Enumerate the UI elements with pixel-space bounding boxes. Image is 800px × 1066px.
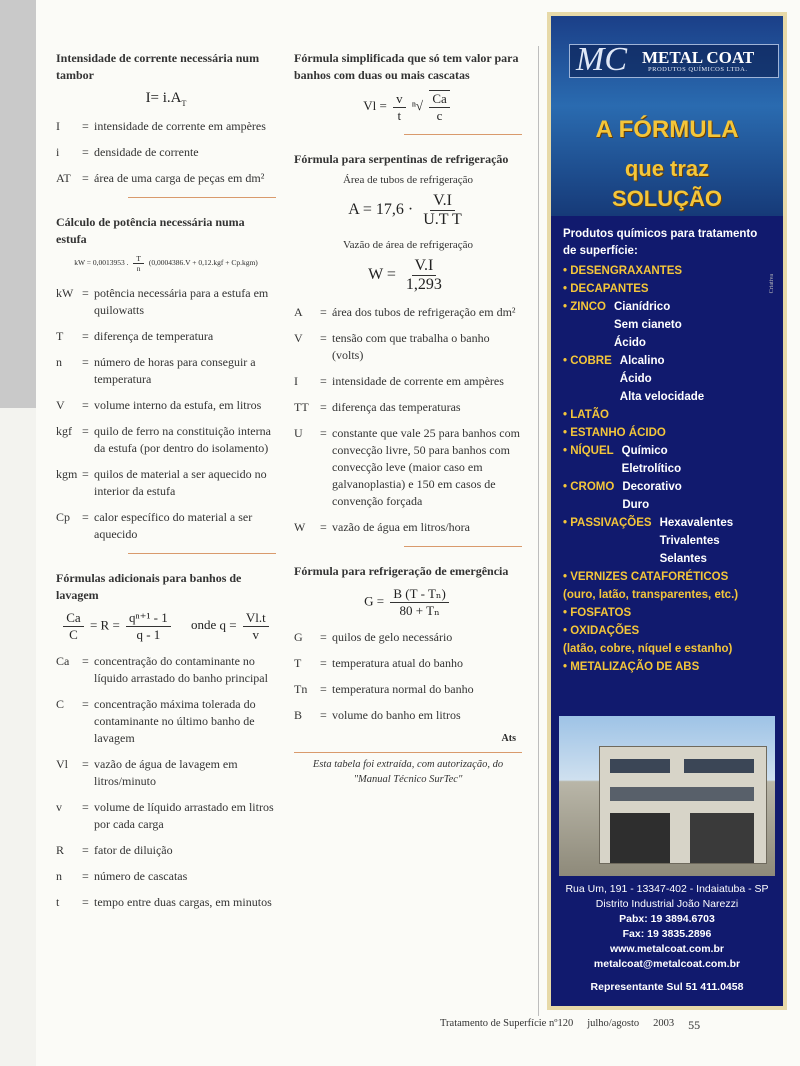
formula-area-tubos: A = 17,6 · $\frac{V.I}{\text{U.T T}}$ (348, 192, 462, 228)
ad-pabx: Pabx: 19 3894.6703 (619, 913, 715, 925)
definition-row: B = volume do banho em litros (294, 708, 461, 722)
section-title-serpentinas: Fórmula para serpentinas de refrigeração (294, 152, 509, 166)
definition-row: U = constante que vale 25 para banhos com convecção livre, 50 para banhos com convecção leve (maior caso em galvanoplastia) e 150 em casos de convenção forçada (294, 426, 520, 508)
formula-emergencia: G = $\frac{\text{B (T - Tₙ)}}{\text{80 + Tₙ}}$ (294, 586, 522, 619)
ad-product-item (563, 478, 771, 514)
definition-row: n = número de cascatas (56, 869, 188, 883)
ad-product-variant: Químico (621, 445, 668, 457)
issue-year: 2003 (653, 1018, 675, 1029)
definition-row: Ca = concentração do contaminante no líquido arrastado do banho principal (56, 654, 268, 685)
definition-row: V = volume interno da estufa, em litros (56, 398, 262, 412)
page-edge-bottom (0, 408, 36, 1066)
ad-product-label: (ouro, latão, transparentes, etc.) (563, 589, 739, 601)
definition-row: T = temperatura atual do banho (294, 656, 463, 670)
ad-product-item (563, 298, 771, 352)
definition-row: W = vazão de água em litros/hora (294, 520, 470, 534)
definition-row: Vl = vazão de água de lavagem em litros/minuto (56, 757, 238, 788)
ad-product-item (563, 262, 771, 280)
ad-product-label: • DECAPANTES (563, 283, 649, 295)
definition-row: V = tensão com que trabalha o banho (volts) (294, 331, 490, 362)
subtitle-vazao: Vazão de área de refrigeração (342, 239, 474, 251)
page-footer (440, 1018, 750, 1033)
column-rule (538, 46, 539, 1016)
definition-row: AT = área de uma carga de peças em dm² (56, 171, 265, 185)
section-divider (128, 197, 276, 198)
ad-product-variants (620, 352, 704, 406)
ad-product-label: • ESTANHO ÁCIDO (563, 427, 666, 439)
ad-product-item (563, 352, 771, 406)
issue-date: julho/agosto (587, 1018, 640, 1029)
definition-row: Tn = temperatura normal do banho (294, 682, 474, 696)
ad-email[interactable]: metalcoat@metalcoat.com.br (593, 958, 741, 970)
section-divider (404, 546, 522, 547)
formula-lavagem: $\frac{Ca}{C}$ = R = $\frac{\text{qⁿ⁺¹ - 1}}{q - 1}$ onde q = $\frac{Vl.t}{v}$ (56, 610, 276, 643)
ad-product-variant: Selantes (659, 553, 707, 565)
formula-potencia: kW = 0,0013953 . $\frac{T}{n}$ (0,0004386.V + 0,12.kgf + Cp.kgm) (74, 254, 258, 273)
definition-row: kgf = quilo de ferro na constituição interna da estufa (por dentro do isolamento) (56, 424, 271, 455)
ad-product-variant: Alta velocidade (619, 391, 705, 403)
building-photo (559, 716, 775, 876)
ad-product-variant: Ácido (614, 337, 646, 349)
defs-lavagem (56, 653, 276, 911)
source-credit: Esta tabela foi extraída, com autorização, do "Manual Técnico SurTec" (312, 759, 504, 785)
section-title-potencia: Cálculo de potência necessária numa estufa (56, 215, 245, 246)
metalcoat-logo (569, 41, 779, 78)
ad-product-variant: Sem cianeto (614, 319, 682, 331)
definition-row: Cp = calor específico do material a ser aquecido (56, 510, 253, 541)
definition-row: TT = diferença das temperaturas (294, 400, 461, 414)
definition-row: n = número de horas para conseguir a temperatura (56, 355, 256, 386)
ad-product-variant: Duro (622, 499, 650, 511)
column-left (56, 50, 276, 920)
ad-product-variants (622, 442, 681, 478)
ad-fax: Fax: 19 3835.2896 (622, 928, 712, 940)
ad-product-variants (660, 514, 734, 568)
definition-row: C = concentração máxima tolerada do contaminante no último banho de lavagem (56, 697, 256, 745)
magazine-name: Tratamento de Superfície nº120 (440, 1018, 574, 1029)
definition-row: kgm = quilos de material a ser aquecido no interior da estufa (56, 467, 267, 498)
defs-serpentinas (294, 304, 522, 536)
ad-product-label: • VERNIZES CATAFORÉTICOS (563, 571, 729, 583)
page-number: 55 (688, 1018, 701, 1032)
section-title-corrente: Intensidade de corrente necessária num tambor (56, 51, 260, 82)
ad-product-variants (622, 478, 681, 514)
building-illustration (599, 746, 767, 864)
ad-headline-3: SOLUÇÃO (612, 186, 722, 211)
ad-product-item (563, 622, 771, 640)
ad-product-item (563, 604, 771, 622)
ad-intro: Produtos químicos para tratamento de superfície: (563, 228, 758, 257)
ad-product-label: • METALIZAÇÃO DE ABS (563, 661, 700, 673)
ad-product-label: • NÍQUEL (563, 445, 614, 457)
ad-product-item (563, 658, 771, 676)
defs-corrente (56, 118, 276, 187)
section-divider (294, 752, 522, 753)
formula-vazao: W = $\frac{V.I}{1,293}$ (368, 257, 442, 293)
ad-product-item (563, 586, 771, 604)
ad-product-label: • OXIDAÇÕES (563, 625, 640, 637)
definition-row: R = fator de diluição (56, 843, 173, 857)
ad-product-label: • DESENGRAXANTES (563, 265, 683, 277)
ad-product-label: • LATÃO (563, 409, 609, 421)
publisher-logo-icon: Ats (501, 733, 516, 744)
advertisement (547, 12, 787, 1010)
ad-product-label: • CROMO (563, 481, 615, 493)
definition-row: v = volume de líquido arrastado em litros por cada carga (56, 800, 274, 831)
ad-product-item (563, 514, 771, 568)
ad-header (551, 16, 783, 216)
ad-contact (551, 882, 783, 995)
definition-row: i = densidade de corrente (56, 145, 199, 159)
definition-row: T = diferença de temperatura (56, 329, 214, 343)
ad-website[interactable]: www.metalcoat.com.br (610, 943, 724, 955)
ad-product-item (563, 280, 771, 298)
section-divider (404, 134, 522, 135)
ad-product-variant: Cianídrico (614, 301, 671, 313)
brand-mark-icon: MC (576, 41, 627, 78)
section-divider (128, 553, 276, 554)
section-title-lavagem: Fórmulas adicionais para banhos de lavagem (56, 571, 242, 602)
column-middle (294, 50, 522, 787)
ad-product-label: (latão, cobre, níquel e estanho) (563, 643, 733, 655)
ad-product-label: • COBRE (563, 355, 612, 367)
ad-product-list (551, 216, 783, 676)
ad-district: Distrito Industrial João Narezzi (595, 898, 739, 910)
ad-product-variant: Trivalentes (659, 535, 720, 547)
definition-row: G = quilos de gelo necessário (294, 630, 453, 644)
ad-headline-2: que traz (624, 156, 710, 181)
ad-product-item (563, 442, 771, 478)
section-title-simplificada: Fórmula simplificada que só tem valor para banhos com duas ou mais cascatas (294, 51, 519, 82)
agency-credit: Criativa (769, 274, 775, 294)
ad-product-item (563, 568, 771, 586)
ad-product-label: • ZINCO (563, 301, 606, 313)
definition-row: t = tempo entre duas cargas, em minutos (56, 895, 272, 909)
definition-row: kW = potência necessária para a estufa em quilowatts (56, 286, 269, 317)
subtitle-area-tubos: Área de tubos de refrigeração (342, 174, 474, 186)
section-title-emergencia: Fórmula para refrigeração de emergência (294, 564, 509, 578)
formula-simplificada: Vl = $\frac{v}{t}$ ⁿ√ $\frac{Ca}{c}$ (294, 90, 522, 124)
ad-product-variants (614, 298, 682, 352)
page-edge-top (0, 0, 36, 408)
ad-product-label: • PASSIVAÇÕES (563, 517, 652, 529)
ad-product-item (563, 640, 771, 658)
definition-row: I = intensidade de corrente em ampères (56, 119, 266, 133)
ad-headline-1: A FÓRMULA (595, 116, 739, 143)
ad-representative: Representante Sul 51 411.0458 (590, 981, 744, 993)
ad-product-item (563, 406, 771, 424)
ad-product-variant: Ácido (619, 373, 652, 385)
ad-product-variant: Alcalino (619, 355, 665, 367)
defs-emergencia (294, 629, 522, 724)
brand-name: METAL COAT (642, 48, 755, 67)
definition-row: I = intensidade de corrente em ampères (294, 374, 504, 388)
ad-address: Rua Um, 191 - 13347-402 - Indaiatuba - SP (565, 883, 769, 895)
ad-product-variant: Decorativo (622, 481, 682, 493)
ad-product-label: • FOSFATOS (563, 607, 632, 619)
definition-row: A = área dos tubos de refrigeração em dm² (294, 305, 516, 319)
ad-product-variant: Hexavalentes (659, 517, 734, 529)
formula-corrente: $I= i.A_T$ (145, 90, 187, 108)
ad-product-variant: Eletrolítico (621, 463, 682, 475)
defs-potencia (56, 285, 276, 543)
ad-product-item (563, 424, 771, 442)
brand-tagline: PRODUTOS QUÍMICOS LTDA. (648, 66, 748, 73)
